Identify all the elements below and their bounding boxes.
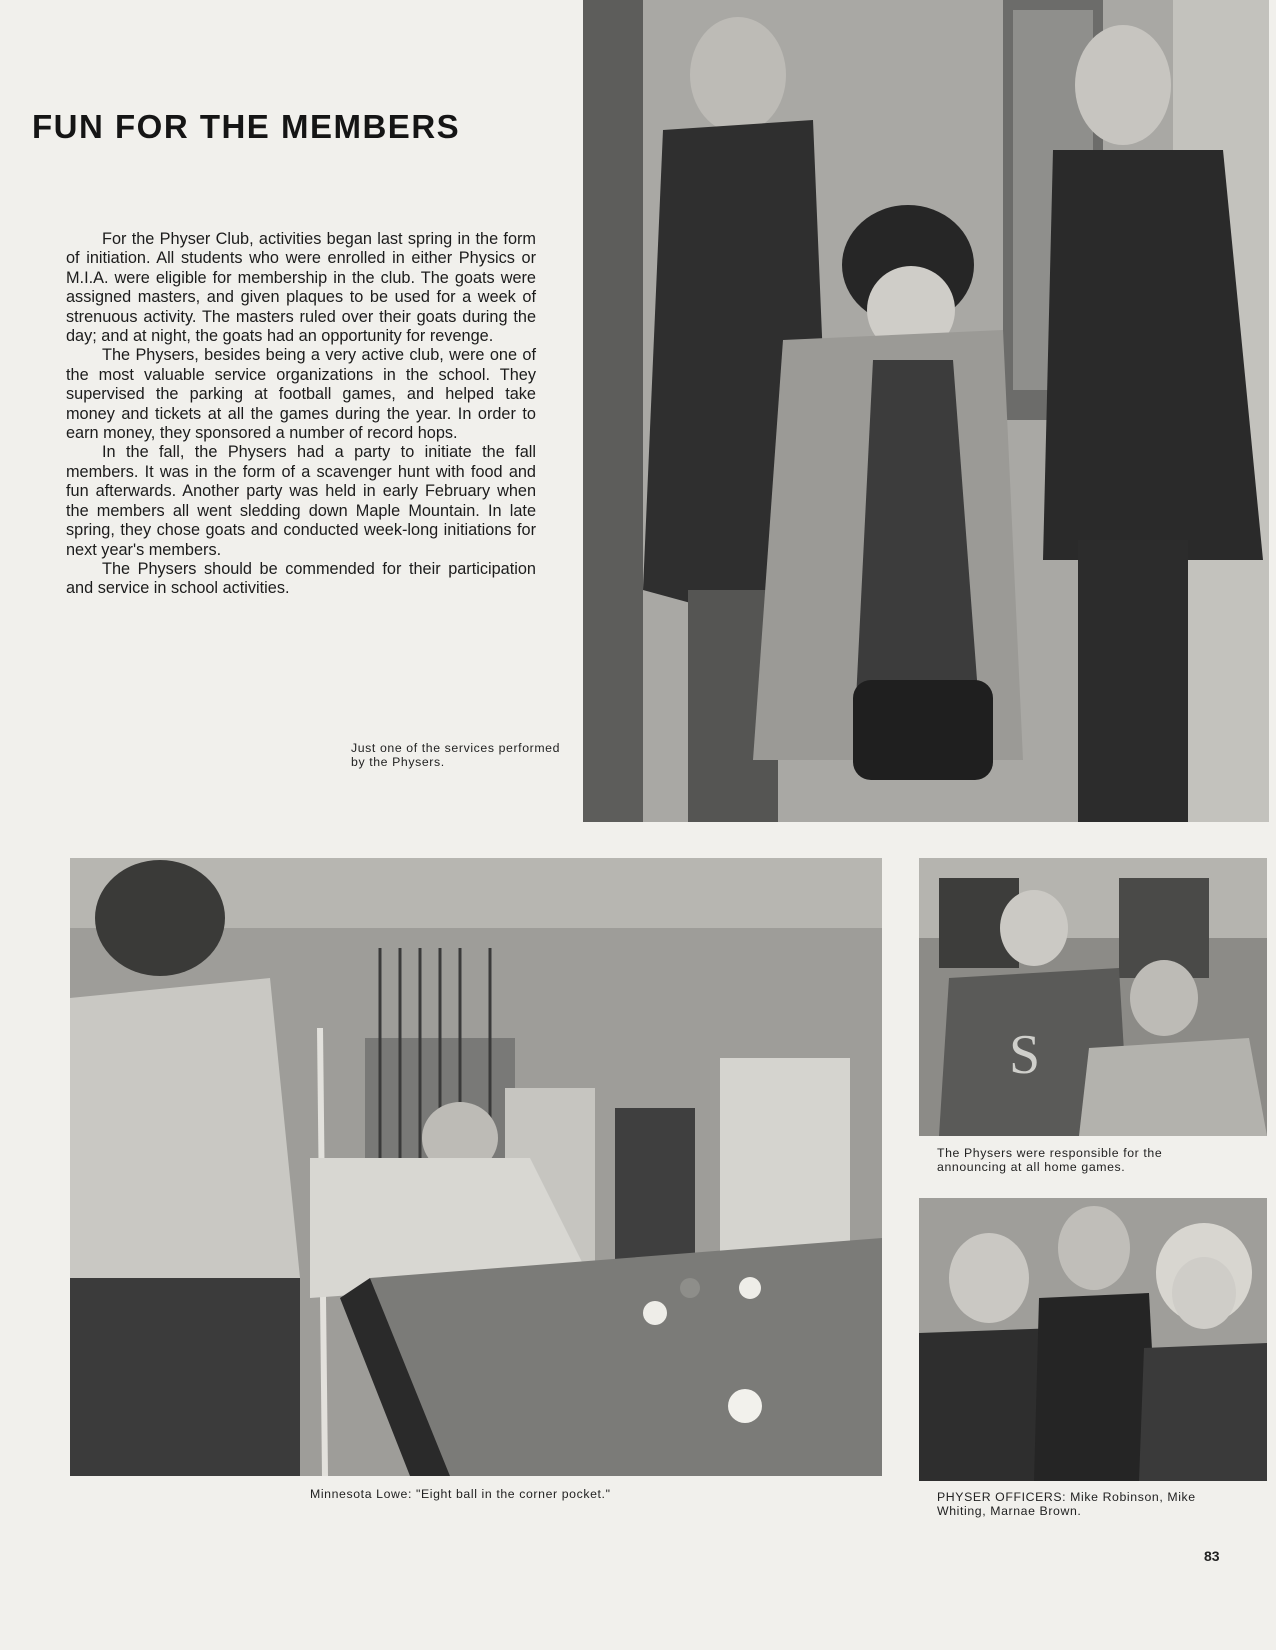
article-paragraph: The Physers, besides being a very active club, were one of the most valuable service organizations in the school. They supervised the parking at football games, and helped take money and tickets at all the games during the year. In order to earn money, they sponsored a number of record hops. — [66, 346, 536, 443]
svg-text:S: S — [1009, 1024, 1041, 1086]
caption-announcing-photo: The Physers were responsible for the announcing at all home games. — [937, 1146, 1163, 1174]
photo-pool-image — [70, 858, 882, 1476]
article-paragraph: The Physers should be commended for their participation and service in school activities. — [66, 559, 536, 598]
article-paragraph: In the fall, the Physers had a party to initiate the fall members. It was in the form of a scavenger hunt with food and fun afterwards. Another party was held in early February when the members all went sledding down Maple Mountain. In late spring, they chose goats and conducted week-long initiations for next year's members. — [66, 443, 536, 559]
caption-hallway-photo: Just one of the services performed by the Physers. — [351, 741, 561, 769]
photo-announcing-image — [919, 858, 1267, 1136]
photo-officers — [919, 1198, 1267, 1481]
caption-pool-photo: Minnesota Lowe: "Eight ball in the corner pocket." — [310, 1487, 611, 1501]
article-body — [66, 230, 536, 599]
photo-hallway-service — [583, 0, 1269, 822]
page-title: FUN FOR THE MEMBERS — [32, 108, 461, 145]
photo-announcing — [919, 858, 1267, 1136]
caption-officers-photo: PHYSER OFFICERS: Mike Robinson, Mike Whiting, Marnae Brown. — [937, 1490, 1196, 1518]
photo-hallway-image — [583, 0, 1269, 822]
page-number: 83 — [1204, 1548, 1220, 1564]
photo-pool-table — [70, 858, 882, 1476]
article-paragraph: For the Physer Club, activities began last spring in the form of initiation. All students who were enrolled in either Physics or M.I.A. were eligible for membership in the club. The goats were assigned masters, and given plaques to be used for a week of strenuous activity. The masters ruled over their goats during the day; and at night, the goats had an opportunity for revenge. — [66, 230, 536, 346]
photo-officers-image — [919, 1198, 1267, 1481]
